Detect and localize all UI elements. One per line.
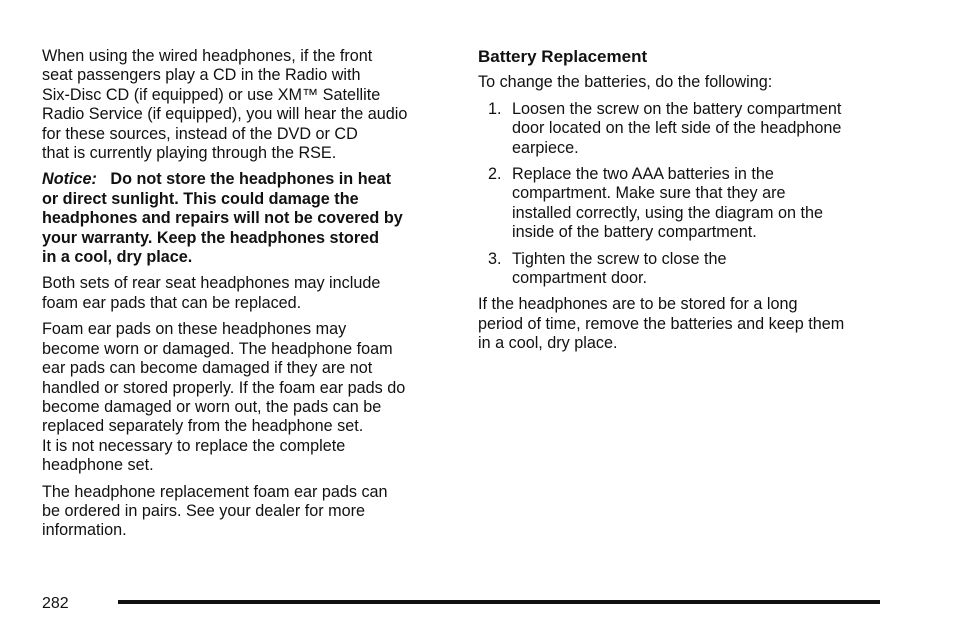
page-number: 282 xyxy=(42,595,69,612)
list-item xyxy=(478,250,888,289)
notice-label: Notice: xyxy=(42,170,97,189)
text-line: handled or stored properly. If the foam ear pads do xyxy=(42,378,406,397)
steps-list xyxy=(478,100,888,289)
text-line: Foam ear pads on these headphones may xyxy=(42,320,347,339)
section-heading: Battery Replacement xyxy=(478,47,648,66)
step-number: 2. xyxy=(488,165,502,184)
text-line: It is not necessary to replace the complete xyxy=(42,436,346,455)
text-line: seat passengers play a CD in the Radio with xyxy=(42,66,361,85)
footer-rule xyxy=(118,600,880,604)
text-line: Replace the two AAA batteries in the xyxy=(512,165,774,184)
right-column xyxy=(478,47,888,361)
text-line: that is currently playing through the RSE. xyxy=(42,144,337,163)
text-line: ear pads can become damaged if they are not xyxy=(42,359,373,378)
text-line: replaced separately from the headphone set. xyxy=(42,417,364,436)
intro-paragraph xyxy=(478,73,888,92)
notice-text: Do not store the headphones in heat xyxy=(110,170,391,189)
text-line: inside of the battery compartment. xyxy=(512,223,757,242)
text-line: When using the wired headphones, if the front xyxy=(42,47,373,65)
text-line: installed correctly, using the diagram on the xyxy=(512,203,824,222)
text-line: in a cool, dry place. xyxy=(478,334,618,353)
text-line: To change the batteries, do the following: xyxy=(478,73,773,92)
text-line: door located on the left side of the headphone xyxy=(512,119,842,138)
text-line: Radio Service (if equipped), you will hear the audio xyxy=(42,105,408,124)
step-number: 1. xyxy=(488,99,502,118)
text-line: Six-Disc CD (if equipped) or use XM™ Satellite xyxy=(42,85,381,104)
notice-first-line xyxy=(42,170,452,189)
text-line: Loosen the screw on the battery compartment xyxy=(512,99,842,118)
list-item xyxy=(478,165,888,243)
text-line: for these sources, instead of the DVD or CD xyxy=(42,124,358,143)
left-column xyxy=(42,47,452,548)
text-line: headphone set. xyxy=(42,456,154,475)
notice-line: in a cool, dry place. xyxy=(42,248,193,267)
text-line: period of time, remove the batteries and keep them xyxy=(478,314,845,333)
wired-headphones-paragraph xyxy=(42,47,452,163)
text-line: Tighten the screw to close the xyxy=(512,249,727,268)
text-line: become worn or damaged. The headphone foam xyxy=(42,339,393,358)
text-line: Both sets of rear seat headphones may include xyxy=(42,274,381,293)
text-line: compartment door. xyxy=(512,269,647,288)
text-line: be ordered in pairs. See your dealer for more xyxy=(42,501,366,520)
list-item xyxy=(478,100,888,158)
step-number: 3. xyxy=(488,249,502,268)
text-line: compartment. Make sure that they are xyxy=(512,184,786,203)
notice-line: or direct sunlight. This could damage the xyxy=(42,189,359,208)
text-line: become damaged or worn out, the pads can be xyxy=(42,397,382,416)
text-line: information. xyxy=(42,521,127,540)
notice-line: headphones and repairs will not be covered by xyxy=(42,209,403,228)
ear-pads-paragraph xyxy=(42,274,452,313)
text-line: earpiece. xyxy=(512,138,579,157)
notice-paragraph xyxy=(42,170,452,267)
text-line: If the headphones are to be stored for a long xyxy=(478,295,798,314)
notice-line: your warranty. Keep the headphones stored xyxy=(42,228,380,247)
text-line: foam ear pads that can be replaced. xyxy=(42,293,302,312)
foam-ear-pads-paragraph xyxy=(42,320,452,475)
text-line: The headphone replacement foam ear pads can xyxy=(42,482,388,501)
replacement-pads-paragraph xyxy=(42,483,452,541)
closing-paragraph xyxy=(478,295,888,353)
